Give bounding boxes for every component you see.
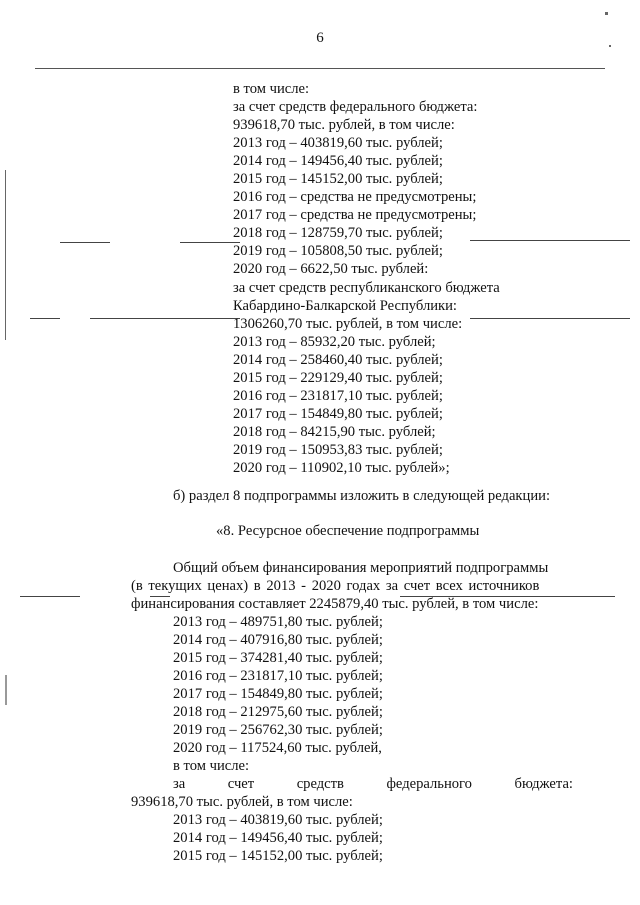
text-line: 2015 год – 374281,40 тыс. рублей; — [173, 650, 383, 666]
text-line: 2014 год – 149456,40 тыс. рублей; — [173, 830, 383, 846]
section-title: «8. Ресурсное обеспечение подпрограммы — [216, 523, 480, 539]
word: бюджета: — [514, 776, 573, 792]
scan-dash-line — [180, 242, 240, 243]
scan-mark-left-edge — [5, 170, 6, 340]
text-line: Кабардино-Балкарской Республики: — [233, 298, 457, 314]
text-line: 2016 год – 231817,10 тыс. рублей; — [173, 668, 383, 684]
text-line: 2015 год – 229129,40 тыс. рублей; — [233, 370, 443, 386]
text-line: 939618,70 тыс. рублей, в том числе: — [131, 794, 353, 810]
text-line: 1306260,70 тыс. рублей, в том числе: — [233, 316, 463, 332]
scan-mark-left-dots — [5, 675, 7, 705]
text-line: 2015 год – 145152,00 тыс. рублей; — [173, 848, 383, 864]
scan-mark-top-right — [605, 12, 608, 15]
text-line: за счет средств федерального бюджета: — [233, 99, 478, 115]
text-line: 2013 год – 85932,20 тыс. рублей; — [233, 334, 436, 350]
text-line: 939618,70 тыс. рублей, в том числе: — [233, 117, 455, 133]
text-line: 2020 год – 6622,50 тыс. рублей: — [233, 261, 429, 277]
justified-line — [173, 775, 573, 793]
header-rule — [35, 68, 605, 69]
scan-dash-line — [470, 318, 630, 319]
word: средств — [296, 776, 344, 792]
scan-dash-line — [60, 242, 110, 243]
text-line: 2019 год – 256762,30 тыс. рублей; — [173, 722, 383, 738]
scan-dash-line — [470, 240, 630, 241]
page-number: 6 — [316, 30, 324, 46]
text-line: 2014 год – 258460,40 тыс. рублей; — [233, 352, 443, 368]
scan-dash-line — [90, 318, 240, 319]
text-line: 2019 год – 150953,83 тыс. рублей; — [233, 442, 443, 458]
scan-mark-right — [609, 45, 611, 47]
paragraph-line: (в текущих ценах) в 2013 - 2020 годах за счет всех источников — [131, 578, 540, 594]
paragraph-line: финансирования составляет 2245879,40 тыс. рублей, в том числе: — [131, 596, 539, 612]
text-line: в том числе: — [173, 758, 250, 774]
text-line: 2020 год – 117524,60 тыс. рублей, — [173, 740, 382, 756]
word: счет — [227, 776, 255, 792]
text-line: 2017 год – 154849,80 тыс. рублей; — [233, 406, 443, 422]
word: федерального — [386, 776, 472, 792]
instruction-line: б) раздел 8 подпрограммы изложить в следующей редакции: — [173, 488, 550, 504]
text-line: 2013 год – 489751,80 тыс. рублей; — [173, 614, 383, 630]
text-line: 2018 год – 84215,90 тыс. рублей; — [233, 424, 436, 440]
paragraph-line: Общий объем финансирования мероприятий подпрограммы — [173, 560, 549, 576]
text-line: 2017 год – 154849,80 тыс. рублей; — [173, 686, 383, 702]
text-line: 2020 год – 110902,10 тыс. рублей»; — [233, 460, 450, 476]
text-line: 2014 год – 407916,80 тыс. рублей; — [173, 632, 383, 648]
text-line: 2019 год – 105808,50 тыс. рублей; — [233, 243, 443, 259]
text-line: в том числе: — [233, 81, 310, 97]
text-line: 2016 год – 231817,10 тыс. рублей; — [233, 388, 443, 404]
text-line: за счет средств республиканского бюджета — [233, 280, 500, 296]
text-line: 2016 год – средства не предусмотрены; — [233, 189, 477, 205]
scan-dash-line — [30, 318, 60, 319]
text-line: 2018 год – 128759,70 тыс. рублей; — [233, 225, 443, 241]
word: за — [173, 776, 186, 792]
text-line: 2013 год – 403819,60 тыс. рублей; — [233, 135, 443, 151]
text-line: 2013 год – 403819,60 тыс. рублей; — [173, 812, 383, 828]
text-line: 2018 год – 212975,60 тыс. рублей; — [173, 704, 383, 720]
scan-dash-line — [20, 596, 80, 597]
text-line: 2017 год – средства не предусмотрены; — [233, 207, 477, 223]
text-line: 2014 год – 149456,40 тыс. рублей; — [233, 153, 443, 169]
text-line: 2015 год – 145152,00 тыс. рублей; — [233, 171, 443, 187]
